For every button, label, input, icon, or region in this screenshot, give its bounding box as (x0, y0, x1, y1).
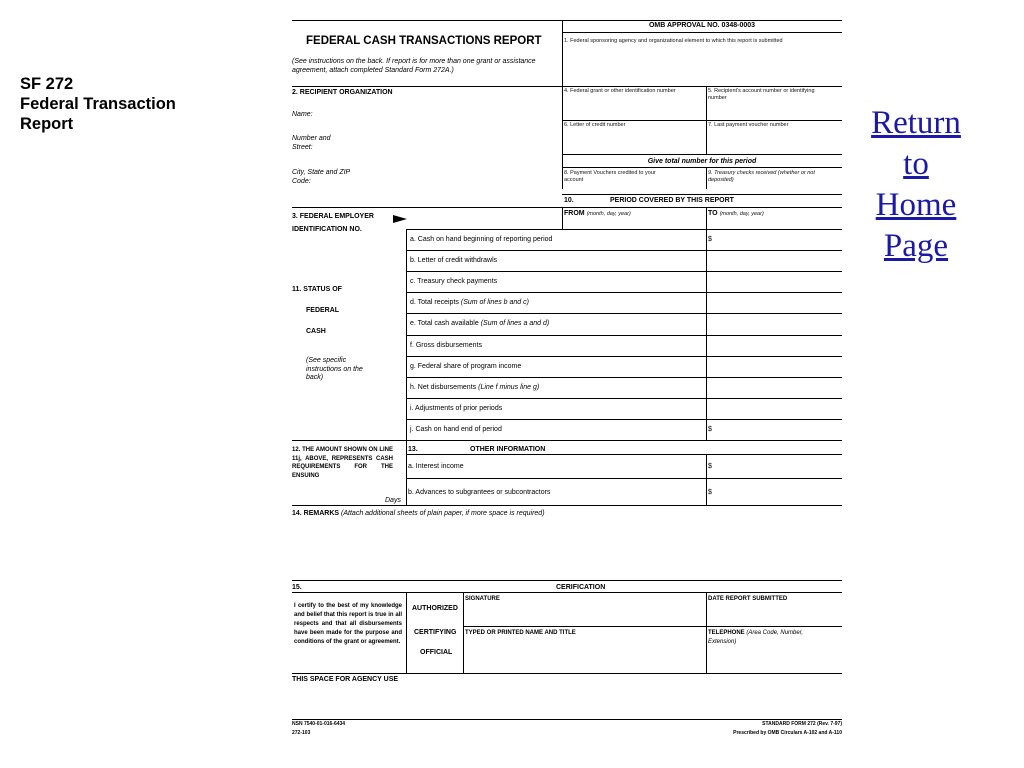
telephone-label: TELEPHONE (708, 630, 745, 636)
agency-use-label: THIS SPACE FOR AGENCY USE (292, 676, 399, 683)
heading-line-3: Report (20, 115, 74, 133)
status-row-amount: $ (708, 425, 712, 433)
rule (562, 32, 842, 33)
authorized-label: AUTHORIZED (412, 605, 458, 612)
status-row-label (410, 363, 521, 372)
form-title: FEDERAL CASH TRANSACTIONS REPORT (306, 35, 542, 47)
omb-number: OMB APPROVAL NO. 0348-0003 (648, 22, 756, 29)
box3-label: 3. FEDERAL EMPLOYER IDENTIFICATION NO. (292, 213, 374, 233)
status-row-label (410, 342, 482, 351)
form-code: 272-103 (292, 730, 311, 736)
box13b-label: b. Advances to subgrantees or subcontractors (408, 489, 551, 496)
arrow-pointer-icon (393, 215, 407, 223)
from-hint: (month, day, year) (586, 211, 631, 217)
return-link-word-2[interactable]: to (903, 146, 929, 182)
return-link-word-1[interactable]: Return (871, 105, 961, 141)
rule (562, 207, 563, 229)
rule (706, 454, 707, 505)
rule (706, 207, 707, 229)
telephone-note: (Area Code, Number, Extension) (708, 630, 804, 645)
status-row-label (410, 384, 539, 393)
rule (292, 580, 842, 581)
box14-note: (Attach additional sheets of plain paper, if more space is required) (341, 510, 545, 517)
to-label: TO (708, 210, 718, 217)
box13-heading: OTHER INFORMATION (470, 446, 546, 453)
rule (562, 194, 842, 195)
rule (406, 292, 842, 293)
box1-label: 1. Federal sponsoring agency and organizational element to which this report is submitted (564, 38, 783, 44)
status-row-note: (Sum of lines a and d) (480, 320, 550, 328)
status-row-text: b. Letter of credit withdrawls (410, 257, 498, 265)
nsn-number: NSN 7540-01-016-6434 (292, 721, 346, 727)
street-label: Number and Street: (292, 135, 331, 151)
box11-note: (See specific instructions on the back) (306, 357, 363, 381)
status-row-label (410, 236, 552, 245)
heading-line-1: SF 272 (20, 75, 74, 93)
rule (463, 626, 842, 627)
rule (706, 167, 707, 189)
form-instructions: (See instructions on the back. If report is for more than one grant or assistance agreement, attach completed Standard Form 272A.) (292, 58, 536, 74)
city-label: City, State and ZIP Code: (292, 169, 350, 185)
return-link-word-4[interactable]: Page (883, 228, 949, 264)
prescribed-label: Prescribed by OMB Circulars A-102 and A-110 (733, 730, 842, 736)
box2-label: 2. RECIPIENT ORGANIZATION (292, 89, 393, 96)
box11-label-2: FEDERAL (306, 307, 340, 314)
rule (406, 592, 407, 673)
rule (406, 271, 842, 272)
rule (562, 154, 842, 155)
status-row-label (410, 320, 549, 329)
rule (463, 592, 464, 673)
rule (292, 20, 842, 21)
rule (292, 86, 842, 87)
status-row-text: g. Federal share of program income (410, 362, 522, 370)
box14-label: 14. REMARKS (292, 510, 340, 517)
box11-label-3: CASH (306, 328, 326, 335)
standard-form-label: STANDARD FORM 272 (Rev. 7-97) (762, 721, 842, 727)
return-home-link[interactable] (866, 103, 966, 267)
box10-heading: PERIOD COVERED BY THIS REPORT (610, 197, 734, 204)
rule (292, 505, 842, 506)
box13b-amount: $ (708, 489, 712, 496)
box5-label: 5. Recipient's account number or identifying number (708, 88, 815, 101)
heading-line-2: Federal Transaction (20, 95, 176, 113)
status-row-note: (Line f minus line g) (478, 383, 540, 391)
box11-label-1: 11. STATUS OF (292, 286, 342, 293)
status-row-text: i. Adjustments of prior periods (410, 404, 503, 412)
status-row-label (410, 405, 502, 414)
status-row-text: c. Treasury check payments (410, 278, 498, 286)
rule (406, 250, 842, 251)
status-row-label (410, 426, 502, 435)
box4-label: 4. Federal grant or other identification number (564, 88, 676, 94)
box15-heading: CERIFICATION (556, 584, 606, 591)
status-row-text: e. Total cash available (410, 320, 479, 328)
return-link-word-3[interactable]: Home (875, 187, 957, 223)
rule (706, 592, 707, 673)
typed-name-label: TYPED OR PRINTED NAME AND TITLE (465, 630, 576, 636)
date-submitted-label: DATE REPORT SUBMITTED (708, 596, 788, 602)
box13a-label: a. Interest income (408, 463, 464, 470)
box13a-amount: $ (708, 463, 712, 470)
box15-number: 15. (292, 584, 302, 591)
rule (406, 335, 842, 336)
sf272-form-image (290, 20, 842, 740)
status-row-text: a. Cash on hand beginning of reporting period (410, 236, 553, 243)
status-row-label (410, 278, 497, 287)
rule (406, 398, 842, 399)
box9-label: 9. Treasury checks received (whether or not deposited) (708, 170, 815, 183)
rule (406, 229, 842, 230)
days-label: Days (385, 497, 401, 504)
status-row-amount: $ (708, 236, 712, 243)
rule (292, 719, 842, 720)
box6-label: 6. Letter of credit number (564, 122, 626, 128)
name-label: Name: (292, 111, 313, 118)
rule (406, 313, 842, 314)
status-row-text: h. Net disbursements (410, 383, 477, 391)
box10-number: 10. (564, 197, 574, 204)
status-row-text: f. Gross disbursements (410, 341, 482, 349)
rule (292, 207, 842, 208)
rule (292, 592, 842, 593)
rule (406, 454, 842, 455)
give-total-heading: Give total number for this period (647, 158, 757, 165)
box7-label: 7. Last payment voucher number (708, 122, 789, 128)
status-row-label (410, 257, 497, 266)
rule (406, 478, 842, 479)
page-heading (20, 74, 220, 134)
box12-label: 12. THE AMOUNT SHOWN ON LINE 11j, ABOVE, REPRESENTS CASH REQUIREMENTS FOR THE ENSUING (292, 447, 393, 479)
from-label: FROM (564, 210, 585, 217)
rule (562, 120, 842, 121)
status-row-text: j. Cash on hand end of period (410, 425, 502, 433)
official-label: OFFICIAL (420, 649, 453, 656)
rule (562, 167, 842, 168)
box8-label: 8. Payment Vouchers credited to your account (564, 170, 656, 183)
rule (406, 356, 842, 357)
box13-number: 13. (408, 446, 418, 453)
rule (292, 440, 842, 441)
certifying-label: CERTIFYING (414, 629, 457, 636)
signature-label: SIGNATURE (465, 596, 500, 602)
certification-text: I certify to the best of my knowledge and belief that this report is true in all respects and that all disbursements have been made for the purpose and conditions of the grant or agreement. (294, 603, 402, 645)
rule (292, 673, 842, 674)
to-hint: (month, day, year) (719, 211, 764, 217)
rule (406, 419, 842, 420)
status-row-note: (Sum of lines b and c) (460, 299, 529, 307)
status-row-label (410, 299, 529, 308)
rule (406, 377, 842, 378)
status-row-text: d. Total receipts (410, 299, 459, 307)
